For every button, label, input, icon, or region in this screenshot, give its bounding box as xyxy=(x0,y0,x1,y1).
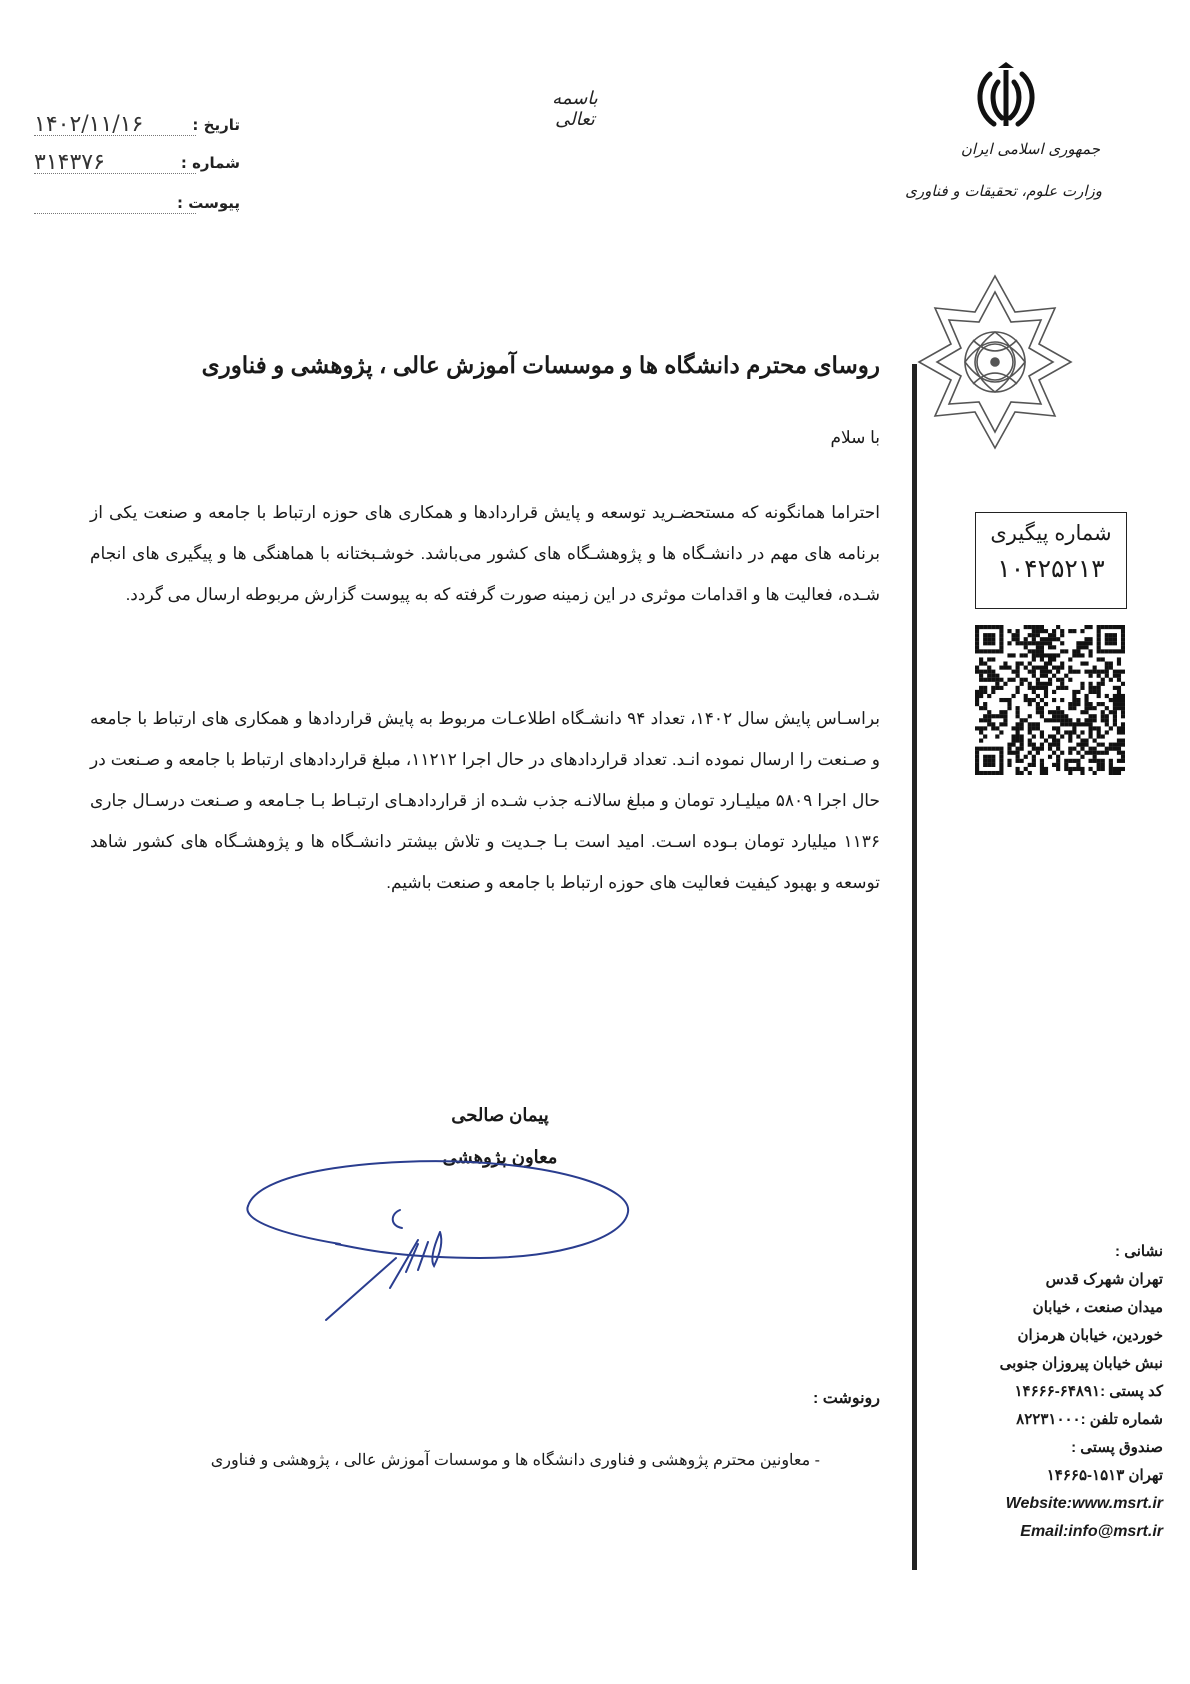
signer-title: معاون پژوهشی xyxy=(442,1147,558,1167)
body-paragraph-1: احتراما همانگونه که مستحضـرید توسعه و پایش قراردادها و همکاری های حوزه ارتباط با جامعه و صنعت یکی از برنامه های مهم در دانشـگاه ها و پژوهشـگاه های کشور می‌باشد. خوشـبختانه با هماهنگی ها و پیگیری های انجام شـده، فعالیت ها و اقدامات موثری در این زمینه صورت گرفته که به پیوست گزارش مربوطه ارسال می گردد. xyxy=(90,503,880,604)
website-link[interactable]: Website:www.msrt.ir xyxy=(1005,1495,1163,1512)
po-box-label: صندوق پستی : xyxy=(1071,1439,1163,1456)
greeting: با سلام xyxy=(830,428,880,447)
iran-emblem-icon xyxy=(968,60,1044,136)
tracking-label: شماره پیگیری xyxy=(990,522,1112,545)
tracking-box xyxy=(975,512,1127,609)
attachment-label: پیوست : xyxy=(176,194,240,212)
cc-recipient: - معاونین محترم پژوهشی و فناوری دانشگاه ها و موسسات آموزش عالی ، پژوهشی و فناوری xyxy=(210,1452,820,1469)
address-line: تهران شهرک قدس xyxy=(1045,1271,1163,1288)
qr-code-icon xyxy=(975,625,1125,775)
address-line: نبش خیابان پیروزان جنوبی xyxy=(999,1355,1163,1372)
margin-vertical-line xyxy=(912,364,917,1570)
address-line: میدان صنعت ، خیابان xyxy=(1032,1299,1163,1316)
attachment-dotted-line xyxy=(34,213,196,214)
invocation: باسمه تعالی xyxy=(552,88,598,130)
date-field xyxy=(34,112,240,142)
number-value: ۳۱۴۳۷۶ xyxy=(34,150,105,175)
postal-code: کد پستی :۶۴۸۹۱-۱۴۶۶۶ xyxy=(1014,1383,1163,1400)
po-box-number: تهران ۱۵۱۳-۱۴۶۶۵ xyxy=(1046,1467,1163,1484)
number-label: شماره : xyxy=(180,154,240,172)
date-value: ۱۴۰۲/۱۱/۱۶ xyxy=(34,112,144,137)
address-line: نشانی : xyxy=(1115,1243,1163,1260)
date-label: تاریخ : xyxy=(192,116,240,134)
ornament-icon xyxy=(915,272,1075,452)
signer-name: پیمان صالحی xyxy=(451,1105,549,1125)
attachment-field xyxy=(34,190,240,220)
ministry-name: وزارت علوم، تحقیقات و فناوری xyxy=(905,182,1102,200)
number-field xyxy=(34,150,240,180)
cc-title: رونوشت : xyxy=(812,1390,880,1407)
body-paragraph-2: براسـاس پایش سال ۱۴۰۲، تعداد ۹۴ دانشـگاه اطلاعـات مربوط به پایش قراردادها و همکاری های ارتباط با جامعه و صـنعت را ارسال نموده انـد. تعداد قراردادهای در حال اجرا ۱۱۲۱۲، مبلغ قراردادهای ارتباط با جامعه و صـنعت در حال اجرا ۵۸۰۹ میلیـارد تومان و مبلغ سالانـه جذب شـده از قراردادهـای ارتبـاط بـا جـامعه و صـنعت درسـال جاری ۱۱۳۶ میلیارد تومان بـوده اسـت. امید است بـا جـدیت و تلاش بیشتر دانشـگاه ها و پژوهشـگاه های کشور شاهد توسعه و بهبود کیفیت فعالیت های حوزه ارتباط با جامعه و صنعت باشیم. xyxy=(90,709,880,892)
recipient: روسای محترم دانشگاه ها و موسسات آموزش عالی ، پژوهشی و فناوری xyxy=(201,352,880,378)
address-block xyxy=(935,1238,1163,1546)
address-line: خوردین، خیابان هرمزان xyxy=(1017,1327,1163,1344)
phone-number: شماره تلفن :۸۲۲۳۱۰۰۰ xyxy=(1016,1411,1163,1428)
tracking-number: ۱۰۴۲۵۲۱۳ xyxy=(997,555,1105,583)
handwritten-signature xyxy=(240,1148,640,1328)
country-name: جمهوری اسلامی ایران xyxy=(960,140,1100,158)
email-link[interactable]: Email:info@msrt.ir xyxy=(1020,1523,1163,1540)
